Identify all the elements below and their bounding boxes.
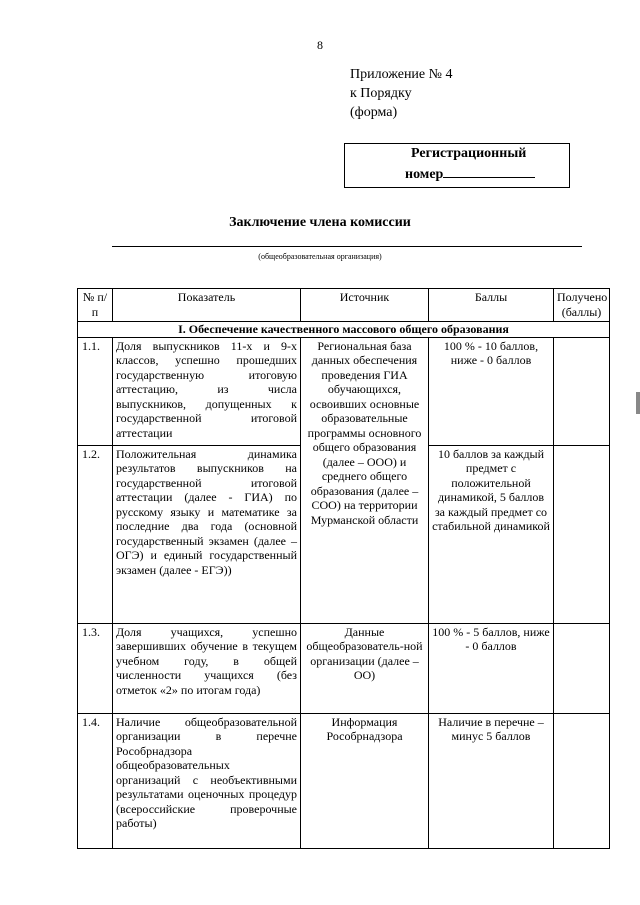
row-indicator: Положительная динамика результатов выпускников на государственной итоговой аттестации (далее - ГИА) по русскому языку и математике за последние два года (основной государственный экзамен (далее – ОГЭ) и единый государственный экзамен (далее - ЕГЭ)) (113, 445, 301, 623)
document-title: Заключение члена комиссии (229, 215, 411, 230)
registration-number-label: номер (405, 167, 444, 182)
registration-number-field[interactable] (405, 165, 535, 183)
row-received-cell[interactable] (554, 445, 610, 623)
scan-edge-mark (636, 392, 640, 414)
row-indicator: Доля выпускников 11-х и 9-х классов, успешно прошедших государственную итоговую аттестацию, из числа выпускников, допущенных к государственной итоговой аттестации (113, 337, 301, 445)
row-points: 10 баллов за каждый предмет с положительной динамикой, 5 баллов за каждый предмет со стабильной динамикой (429, 445, 554, 623)
row-indicator: Доля учащихся, успешно завершивших обучение в текущем учебном году, в общей численности учащихся (без отметок «2» по итогам года) (113, 623, 301, 713)
row-received-cell[interactable] (554, 713, 610, 848)
table-row (78, 713, 610, 848)
registration-number-blank[interactable] (443, 165, 535, 178)
organization-name-line[interactable] (112, 246, 582, 247)
row-source: Данные общеобразователь-ной организации (далее – ОО) (301, 623, 429, 713)
row-received-cell[interactable] (554, 337, 610, 445)
appendix-line-2: к Порядку (350, 86, 412, 101)
row-number: 1.3. (78, 623, 113, 713)
row-source-merged: Региональная база данных обеспечения проведения ГИА обучающихся, освоивших основные образовательные программы основного общего образования (далее – ООО) и среднего общего образования (далее – СОО) на территории Мурманской области (301, 337, 429, 623)
row-source: Информация Рособрнадзора (301, 713, 429, 848)
header-source: Источник (301, 289, 429, 322)
row-points: 100 % - 10 баллов, ниже - 0 баллов (429, 337, 554, 445)
page-number: 8 (317, 38, 323, 52)
registration-label: Регистрационный (411, 146, 527, 161)
row-indicator: Наличие общеобразовательной организации в перечне Рособрнадзора общеобразовательных организаций с необъективными результатами оценочных процедур (всероссийские проверочные работы) (113, 713, 301, 848)
appendix-line-3: (форма) (350, 105, 398, 120)
evaluation-table (77, 288, 610, 849)
header-number: № п/п (78, 289, 113, 322)
row-number: 1.2. (78, 445, 113, 623)
table-row (78, 337, 610, 445)
row-points: Наличие в перечне – минус 5 баллов (429, 713, 554, 848)
header-received: Получено (баллы) (554, 289, 610, 322)
organization-caption: (общеобразовательная организация) (258, 252, 382, 261)
section-title: I. Обеспечение качественного массового общего образования (78, 322, 610, 338)
appendix-line-1: Приложение № 4 (350, 67, 453, 82)
appendix-block (350, 65, 453, 122)
table-row (78, 623, 610, 713)
row-number: 1.1. (78, 337, 113, 445)
row-points: 100 % - 5 баллов, ниже - 0 баллов (429, 623, 554, 713)
section-row (78, 322, 610, 338)
header-points: Баллы (429, 289, 554, 322)
row-number: 1.4. (78, 713, 113, 848)
header-indicator: Показатель (113, 289, 301, 322)
table-header-row (78, 289, 610, 322)
row-received-cell[interactable] (554, 623, 610, 713)
